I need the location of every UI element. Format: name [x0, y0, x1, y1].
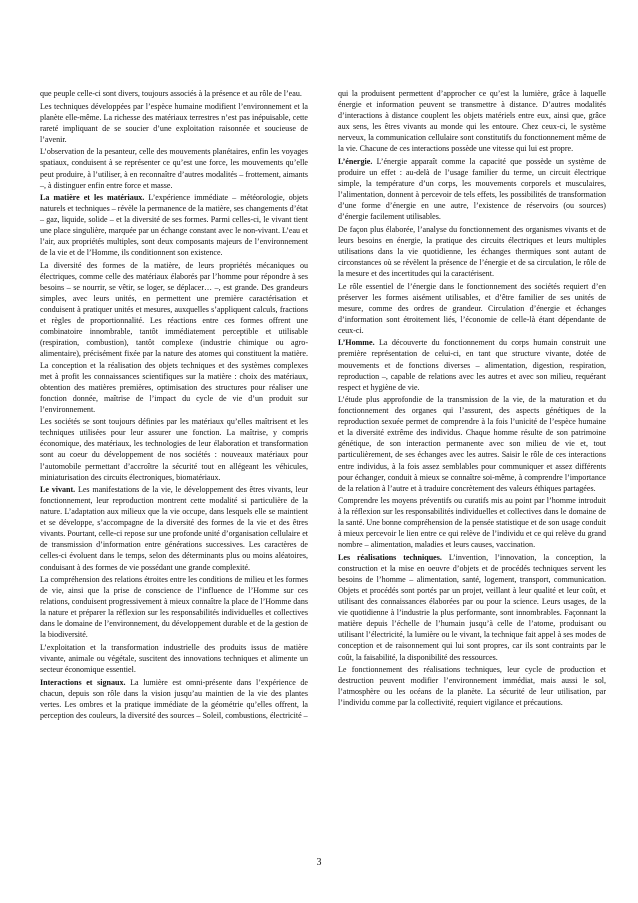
paragraph-text: Les sociétés se sont toujours définies par les matériaux qu’elles maîtrisent et les techniques utilisées pour leur assurer une fonction. La maîtrise, y compris économique, des matériaux, les technologies de leur élaboration et transformation sont au coeur du développement de nos sociétés : nouveaux matériaux pour l’automobile permettant d’accroître la sécurité tout en allégeant les véhicules, miniaturisation des circuits électroniques, biomatériaux.	[40, 417, 308, 482]
paragraph	[338, 88, 606, 154]
paragraph-text: L’exploitation et la transformation industrielle des produits issus de matière vivante, animale ou végétale, suscitent des innovations techniques et alimente un secteur économique essentiel.	[40, 643, 308, 675]
paragraph-text: L’observation de la pesanteur, celle des mouvements planétaires, enfin les voyages spatiaux, conduisent à se représenter ce qu’est une force, les mouvements qu’elle peut produire, à l’utiliser, à en reconnaître d’autres modalités – frottement, aimants –, à distinguer enfin entre force et masse.	[40, 147, 308, 190]
paragraph-heading: L’énergie.	[338, 156, 373, 166]
paragraph-text: L’étude plus approfondie de la transmission de la vie, de la maturation et du fonctionnement des organes qui l’assurent, des aspects génétiques de la reproduction sexuée permet de comprendre à la fois l’unicité de l’espèce humaine et la diversité extrême des individus. Chaque homme résulte de son patrimoine génétique, de son interaction permanente avec son milieu de vie et, tout particulièrement, de ses échanges avec les autres. Saisir le rôle de ces interactions entre individus, à la fois assez semblables pour communiquer et assez différents pour échanger, conduit à mieux se connaître soi-même, à comprendre l’importance de la relation à l’autre et à traduire concrètement des valeurs éthiques partagées.	[338, 395, 606, 493]
left-column	[40, 88, 308, 723]
paragraph-text: L’invention, l’innovation, la conception, la construction et la mise en oeuvre d’objets et de procédés techniques servent les besoins de l’homme – alimentation, santé, logement, transport, communication. Objets et procédés sont portés par un projet, veillant à leur qualité et leur coût, et utilisant des connaissances élaborées par ou pour la science. Leurs usages, de la vie quotidienne à l’industrie la plus performante, sont innombrables. Façonnant la matière depuis l’échelle de l’humain jusqu’à celle de l’atome, produisant ou utilisant l’électricité, la lumière ou le vivant, la technique fait appel à ses modes de conception et de raisonnement qui lui sont propres, car ils sont contraints par le coût, la faisabilité, la disponibilité des ressources.	[338, 553, 606, 662]
paragraph	[338, 394, 606, 493]
paragraph-text: L’énergie apparaît comme la capacité que possède un système de produire un effet : au-delà de l’usage familier du terme, un circuit électrique simple, la température d’un corps, les mouvements corporels et musculaires, l’alimentation, donnent à percevoir de tels effets, les possibilités de transformation d’une forme d’énergie en une autre, l’existence de réservoirs (ou sources) d’énergie facilement utilisables.	[338, 156, 606, 222]
paragraph	[338, 156, 606, 222]
paragraph	[40, 416, 308, 482]
paragraph-heading: Les réalisations techniques.	[338, 553, 442, 563]
paragraph-heading: L’Homme.	[338, 338, 375, 348]
paragraph-text: La diversité des formes de la matière, de leurs propriétés mécaniques ou électriques, comme celle des matériaux élaborés par l’homme pour répondre à ses besoins – se nourrir, se vêtir, se loger, se déplacer… –, est grande. Des grandeurs simples, avec leurs unités, en permettent une première caractérisation et conduisent à pratiquer unités et mesures, auxquelles s’appliquent calculs, fractions et règles de proportionnalité. Les réactions entre ces formes offrent une combinatoire innombrable, tantôt immédiatement perceptible et utilisable (respiration, combustion), tantôt complexe (industrie chimique ou agro-alimentaire), précisément fixée par la nature des atomes qui constituent la matière. La conception et la réalisation des objets techniques et des systèmes complexes met à profit les connaissances scientifiques sur la matière : choix des matériaux, obtention des matières premières, optimisation des structures pour réaliser une fonction donnée, maîtrise de l’impact du cycle de vie d’un produit sur l’environnement.	[40, 261, 308, 414]
paragraph-text: Les manifestations de la vie, le développement des êtres vivants, leur fonctionnement, leur reproduction montrent cette modalité si particulière de la nature. L’adaptation aux milieux que la vie occupe, dans lesquels elle se maintient et se développe, s’accompagne de la diversité des formes de la vie et des êtres vivants. Pourtant, celle-ci repose sur une profonde unité d’organisation cellulaire et de transmission d’information entre générations successives. Les caractères de celles-ci évoluent dans le temps, selon des déterminants plus ou moins aléatoires, conduisant à des formes de vie possédant une grande complexité.	[40, 485, 308, 572]
paragraph	[338, 281, 606, 336]
paragraph	[40, 260, 308, 415]
paragraph	[338, 552, 606, 662]
paragraph	[40, 192, 308, 258]
paragraph	[40, 642, 308, 675]
paragraph	[40, 88, 308, 99]
paragraph	[40, 484, 308, 572]
paragraph	[40, 101, 308, 145]
paragraph-heading: Interactions et signaux.	[40, 677, 126, 687]
right-column	[338, 88, 606, 710]
paragraph-text: De façon plus élaborée, l’analyse du fonctionnement des organismes vivants et de leurs besoins en énergie, la pratique des circuits électriques et leurs multiples utilisations dans la vie quotidienne, les échanges thermiques sont autant de circonstances où se révèlent la présence de l’énergie et de sa circulation, le rôle de la mesure et des incertitudes qui la caractérisent.	[338, 224, 606, 278]
paragraph-text: Le rôle essentiel de l’énergie dans le fonctionnement des sociétés requiert d’en préserver les formes aisément utilisables, et d’être familier de ses unités de mesure, comme des ordres de grandeur. Circulation d’énergie et échanges d’information sont étroitement liés, l’économie de celle-là étant dépendante de ceux-ci.	[338, 281, 606, 335]
paragraph-text: Comprendre les moyens préventifs ou curatifs mis au point par l’homme introduit à la réflexion sur les responsabilités individuelles et collectives dans le domaine de la santé. Une bonne compréhension de la pensée statistique et de son usage conduit à mieux percevoir le lien entre ce qui relève de l’individu et ce qui relève du grand nombre – alimentation, maladies et leurs causes, vaccination.	[338, 496, 606, 550]
page-number: 3	[316, 857, 322, 868]
paragraph	[40, 677, 308, 721]
paragraph-text: Les techniques développées par l’espèce humaine modifient l’environnement et la planète elle-même. La richesse des matériaux terrestres n’est pas inépuisable, cette rareté impliquant de se soucier d’une exploitation raisonnée et soucieuse de l’avenir.	[40, 101, 308, 144]
paragraph-text: qui la produisent permettent d’approcher ce qu’est la lumière, grâce à laquelle énergie et information peuvent se transmettre à distance. D’autres modalités d’interactions à distance couplent les objets matériels entre eux, ainsi que, grâce aux sens, les êtres vivants au monde qui les entoure. Chez ceux-ci, le système nerveux, la communication cellulaire sont constitutifs du fonctionnement même de la vie. Chacune de ces interactions possède une vitesse qui lui est propre.	[338, 89, 606, 154]
paragraph-text: L’expérience immédiate – météorologie, objets naturels et techniques – révèle la permanence de la matière, ses changements d’état – gaz, liquide, solide – et la diversité de ses formes. Parmi celles-ci, le vivant tient une place singulière, marquée par un échange constant avec le non-vivant. L’eau et l’air, aux propriétés multiples, sont deux composants majeurs de l’environnement de la vie et de l’Homme, ils conditionnent son existence.	[40, 193, 308, 258]
paragraph	[338, 495, 606, 550]
paragraph	[338, 664, 606, 708]
paragraph-text: La compréhension des relations étroites entre les conditions de milieu et les formes de vie, ainsi que la prise de conscience de l’influence de l’Homme sur ces relations, conduisent progressivement à mieux connaître la place de l’Homme dans la nature et préparer la réflexion sur les responsabilités individuelles et collectives dans le domaine de l’environnement, du développement durable et de la gestion de la biodiversité.	[40, 575, 308, 640]
paragraph-heading: Le vivant.	[40, 485, 76, 495]
paragraph	[338, 224, 606, 279]
paragraph-text: que peuple celle-ci sont divers, toujours associés à la présence et au rôle de l’eau.	[40, 89, 302, 98]
paragraph	[40, 574, 308, 640]
paragraph	[40, 146, 308, 190]
document-page	[40, 88, 610, 868]
paragraph-heading: La matière et les matériaux.	[40, 193, 145, 203]
paragraph	[338, 337, 606, 392]
paragraph-text: La découverte du fonctionnement du corps humain construit une première représentation de celui-ci, en tant que structure vivante, dotée de mouvements et de fonctions diverses – alimentation, digestion, respiration, reproduction –, capable de relations avec les autres et avec son milieu, requérant respect et hygiène de vie.	[338, 338, 606, 392]
paragraph-text: Le fonctionnement des réalisations techniques, leur cycle de production et destruction peuvent modifier l’environnement immédiat, mais aussi le sol, l’atmosphère ou les océans de la planète. La sécurité de leur utilisation, par l’individu comme par la collectivité, requiert vigilance et précautions.	[338, 665, 606, 708]
paragraph-text: La lumière est omni-présente dans l’expérience de chacun, depuis son rôle dans la vision jusqu’au maintien de la vie des plantes vertes. Les ombres et la pratique immédiate de la géométrie qu’elles offrent, la perception des couleurs, la diversité des sources – Soleil, combustions, électricité –	[40, 677, 309, 720]
